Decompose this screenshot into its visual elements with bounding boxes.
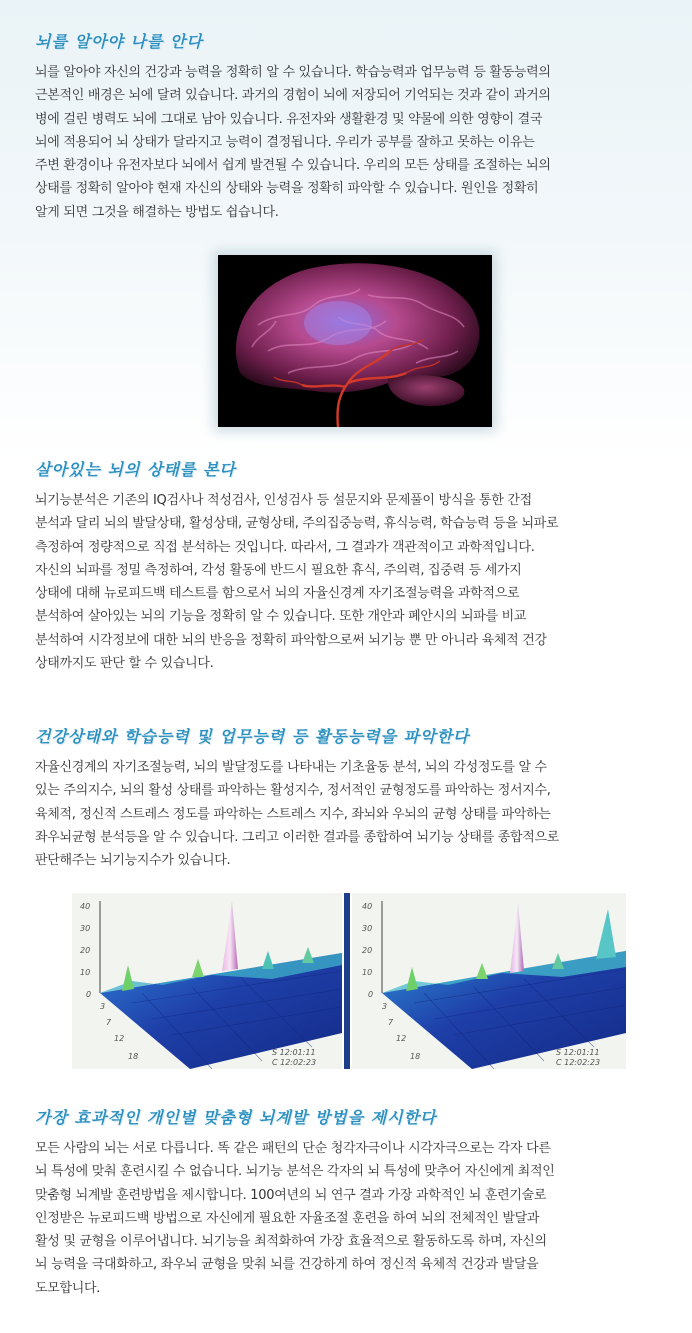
body-line: 뇌 능력을 극대화하고, 좌우뇌 균형을 맞춰 뇌를 건강하게 하여 정신적 육체적 건강과 발달을: [35, 1257, 539, 1273]
axis-tick: 40: [362, 902, 373, 911]
section-health-ability: [35, 724, 660, 872]
timestamp-s: S 12:01:11: [556, 1048, 600, 1057]
timestamp-c: C 12:02:23: [272, 1058, 317, 1067]
axis-tick: 0: [86, 990, 92, 999]
timestamp-c: C 12:02:23: [556, 1058, 601, 1067]
axis-tick: 30: [80, 924, 91, 933]
section-body: [35, 61, 660, 224]
axis-tick: 10: [362, 968, 373, 977]
section-living-brain: [35, 457, 660, 675]
body-line: 병에 걸린 병력도 뇌에 그대로 남아 있습니다. 유전자와 생활환경 및 약물에 의한 영향이 결국: [35, 111, 543, 127]
section-custom-training: [35, 1105, 660, 1300]
eeg-surface-left: [72, 893, 342, 1069]
section-heading: 살아있는 뇌의 상태를 본다: [35, 460, 236, 479]
section-heading: 건강상태와 학습능력 및 업무능력 등 활동능력을 파악한다: [35, 727, 470, 746]
body-line: 육체적, 정신적 스트레스 정도를 파악하는 스트레스 지수, 좌뇌와 우뇌의 균형 상태를 파악하는: [35, 806, 551, 822]
eeg-surface-right: [352, 893, 626, 1069]
section-heading: 가장 효과적인 개인별 맞춤형 뇌계발 방법을 제시한다: [35, 1108, 437, 1127]
body-line: 자신의 뇌파를 정밀 측정하여, 각성 활동에 반드시 필요한 휴식, 주의력, 집중력 등 세가지: [35, 562, 522, 578]
section-know-brain: [35, 29, 660, 224]
depth-tick: 7: [106, 1018, 112, 1027]
body-line: 뇌 특성에 맞춰 훈련시킬 수 없습니다. 뇌기능 분석은 각자의 뇌 특성에 맞추어 자신에게 최적인: [35, 1164, 555, 1180]
brain-illustration: [218, 255, 492, 427]
depth-tick: 18: [128, 1052, 139, 1061]
body-line: 자율신경계의 자기조절능력, 뇌의 발달정도를 나타내는 기초율동 분석, 뇌의 각성정도를 알 수: [35, 760, 547, 775]
body-line: 분석과 달리 뇌의 발달상태, 활성상태, 균형상태, 주의집중능력, 휴식능력, 학습능력 등을 뇌파로: [35, 516, 559, 532]
depth-tick: 3: [382, 1002, 388, 1011]
body-line: 근본적인 배경은 뇌에 달려 있습니다. 과거의 경험이 뇌에 저장되어 기억되는 것과 같이 과거의: [35, 88, 551, 104]
axis-tick: 30: [362, 924, 373, 933]
body-line: 있는 주의지수, 뇌의 활성 상태를 파악하는 활성지수, 정서적인 균형정도를 파악하는 정서지수,: [35, 783, 551, 799]
body-line: 알게 되면 그것을 해결하는 방법도 쉽습니다.: [35, 204, 279, 220]
body-line: 맞춤형 뇌계발 훈련방법을 제시합니다. 100여년의 뇌 연구 결과 가장 과학적인 뇌 훈련기술로: [35, 1187, 547, 1203]
brain-image: [218, 255, 492, 427]
axis-tick: 20: [80, 946, 91, 955]
axis-tick: 40: [80, 902, 91, 911]
body-line: 인정받은 뉴로피드백 방법으로 자신에게 필요한 자율조절 훈련을 하여 뇌의 전체적인 발달과: [35, 1210, 540, 1226]
section-heading: 뇌를 알아야 나를 안다: [35, 32, 203, 51]
body-line: 상태를 정확히 알아야 현재 자신의 상태와 능력을 정확히 파악할 수 있습니다. 원인을 정확히: [35, 181, 539, 197]
section-body: [35, 489, 660, 675]
timestamp-s: S 12:01:11: [272, 1048, 316, 1057]
axis-tick: 0: [368, 990, 374, 999]
body-line: 주변 환경이나 유전자보다 뇌에서 쉽게 발견될 수 있습니다. 우리의 모든 상태를 조절하는 뇌의: [35, 158, 551, 174]
body-line: 좌우뇌균형 분석등을 알 수 있습니다. 그리고 이러한 결과를 종합하여 뇌기능 상태를 종합적으로: [35, 829, 560, 845]
body-line: 상태까지도 판단 할 수 있습니다.: [35, 656, 214, 672]
axis-tick: 20: [362, 946, 373, 955]
depth-tick: 3: [100, 1002, 106, 1011]
section-body: [35, 1137, 660, 1300]
body-line: 측정하여 정량적으로 직접 분석하는 것입니다. 따라서, 그 결과가 객관적이고 과학적입니다.: [35, 539, 535, 555]
axis-tick: 10: [80, 968, 91, 977]
eeg-panel-left: [72, 893, 342, 1069]
body-line: 뇌에 적용되어 뇌 상태가 달라지고 능력이 결정됩니다. 우리가 공부를 잘하고 못하는 이유는: [35, 134, 535, 150]
eeg-spectrum-images: [72, 893, 626, 1069]
depth-tick: 12: [396, 1034, 407, 1043]
depth-tick: 12: [114, 1034, 125, 1043]
body-line: 도모합니다.: [35, 1280, 101, 1296]
body-line: 뇌기능분석은 기존의 IQ검사나 적성검사, 인성검사 등 설문지와 문제풀이 방식을 통한 간접: [35, 493, 532, 508]
depth-tick: 18: [410, 1052, 421, 1061]
body-line: 활성 및 균형을 이루어냅니다. 뇌기능을 최적화하여 가장 효율적으로 활동하도록 하며, 자신의: [35, 1234, 547, 1250]
body-line: 분석하여 살아있는 뇌의 기능을 정확히 알 수 있습니다. 또한 개안과 폐안시의 뇌파를 비교: [35, 609, 527, 625]
body-line: 분석하여 시각정보에 대한 뇌의 반응을 정확히 파악함으로써 뇌기능 뿐 만 아니라 육체적 건강: [35, 632, 547, 648]
depth-tick: 7: [388, 1018, 394, 1027]
panel-divider: [344, 893, 350, 1069]
eeg-panel-right: [352, 893, 626, 1069]
body-line: 뇌를 알아야 자신의 건강과 능력을 정확히 알 수 있습니다. 학습능력과 업무능력 등 활동능력의: [35, 65, 551, 80]
body-line: 상태에 대해 뉴로피드백 테스트를 함으로서 뇌의 자율신경계 자기조절능력을 과학적으로: [35, 586, 520, 602]
section-body: [35, 756, 660, 872]
body-line: 판단해주는 뇌기능지수가 있습니다.: [35, 853, 231, 869]
body-line: 모든 사람의 뇌는 서로 다릅니다. 똑 같은 패턴의 단순 청각자극이나 시각자극으로는 각자 다른: [35, 1141, 551, 1156]
